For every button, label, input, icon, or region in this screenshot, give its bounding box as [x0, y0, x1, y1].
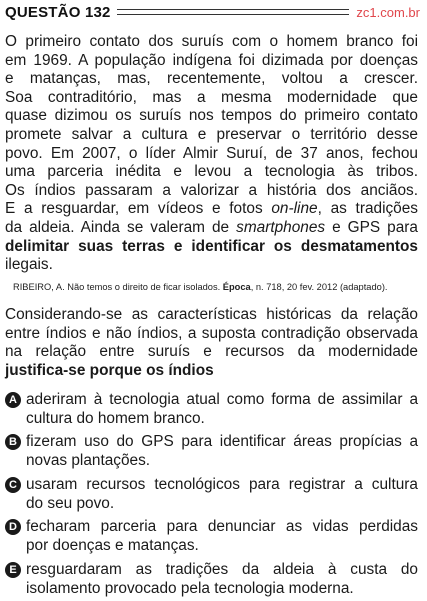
- option-line: fizeram uso do GPS para identificar áreas propícias a: [26, 433, 418, 450]
- stem-line: justifica-se porque os índios: [5, 361, 214, 379]
- question-number: QUESTÃO 132: [5, 3, 111, 21]
- option-a[interactable]: [5, 391, 418, 428]
- option-letter-badge: C: [5, 477, 21, 493]
- passage-segment: e GPS para: [325, 218, 418, 236]
- option-text: [26, 561, 418, 598]
- source-citation: [13, 281, 418, 293]
- stem-line: entre índios e não índios, a suposta contradição observada: [5, 324, 418, 342]
- passage-segment: , as tradições: [317, 200, 418, 218]
- passage-line: delimitar suas terras e identificar os desmatamentos: [5, 237, 418, 255]
- option-line: aderiram à tecnologia atual como forma de assimilar a: [26, 391, 418, 408]
- site-watermark: zc1.com.br: [356, 4, 420, 20]
- option-letter-badge: A: [5, 392, 21, 408]
- passage-line: e matanças, mas, recentemente, voltou a crescer.: [5, 70, 418, 88]
- passage-text: [5, 33, 418, 275]
- passage-italic-term: smartphones: [236, 218, 326, 236]
- option-line: isolamento provocado pela tecnologia moderna.: [26, 579, 354, 597]
- passage-line: promete salvar a cultura e preservar o território desse: [5, 125, 418, 143]
- option-letter-badge: E: [5, 562, 21, 578]
- source-author: RIBEIRO, A. Não temos o direito de ficar isol: [13, 282, 198, 292]
- question-stem: [5, 306, 418, 380]
- header-divider: [117, 9, 350, 15]
- source-details: , n. 718, 20 fev. 2012 (adaptado).: [250, 282, 388, 292]
- passage-line: quase dizimou os suruís nos tempos do primeiro contato: [5, 107, 418, 125]
- option-text: [26, 518, 418, 555]
- passage-line: Os índios passaram a valorizar a história dos anciãos.: [5, 181, 418, 199]
- option-line: por doenças e matanças.: [26, 536, 199, 554]
- option-b[interactable]: [5, 433, 418, 470]
- option-text: [26, 391, 418, 428]
- passage-italic-term: on-line: [271, 200, 318, 218]
- option-line: cultura do homem branco.: [26, 409, 205, 427]
- option-line: fecharam parceria para denunciar as vidas perdidas: [26, 518, 418, 535]
- option-letter-badge: B: [5, 434, 21, 450]
- passage-line: [5, 219, 418, 238]
- passage-line: O primeiro contato dos suruís com o homem branco foi: [5, 33, 418, 50]
- option-d[interactable]: [5, 518, 418, 555]
- option-e[interactable]: [5, 561, 418, 598]
- passage-segment: E a resguardar, em vídeos e fotos: [5, 200, 272, 218]
- option-c[interactable]: [5, 476, 418, 513]
- passage-line: em 1969. A população indígena foi dizimada por doenças: [5, 51, 418, 69]
- passage-segment: da aldeia. Ainda se valeram de: [5, 218, 237, 236]
- passage-line: [5, 200, 418, 219]
- passage-line: uma parceria inédita e levou a tecnologia às tribos.: [5, 163, 418, 181]
- option-letter-badge: D: [5, 519, 21, 535]
- option-text: [26, 476, 418, 513]
- option-line: resguardaram as tradições da aldeia à custa do: [26, 561, 418, 578]
- passage-line: povo. Em 2007, o líder Almir Suruí, de 37 anos, fechou: [5, 144, 418, 162]
- passage-line: ilegais.: [5, 256, 53, 274]
- question-header: [5, 2, 420, 22]
- option-line: usaram recursos tecnológicos para registrar a cultura: [26, 476, 418, 493]
- source-author-rest: ados.: [197, 282, 223, 292]
- source-magazine: Época: [222, 282, 251, 292]
- option-text: [26, 433, 418, 470]
- stem-line: Considerando-se as características históricas da relação: [5, 306, 418, 323]
- stem-line: na relação entre suruís e recursos da modernidade: [5, 343, 418, 361]
- passage-line: Soa contraditório, mas a mesma modernidade que: [5, 88, 418, 106]
- option-line: novas plantações.: [26, 451, 151, 469]
- option-line: do seu povo.: [26, 494, 115, 512]
